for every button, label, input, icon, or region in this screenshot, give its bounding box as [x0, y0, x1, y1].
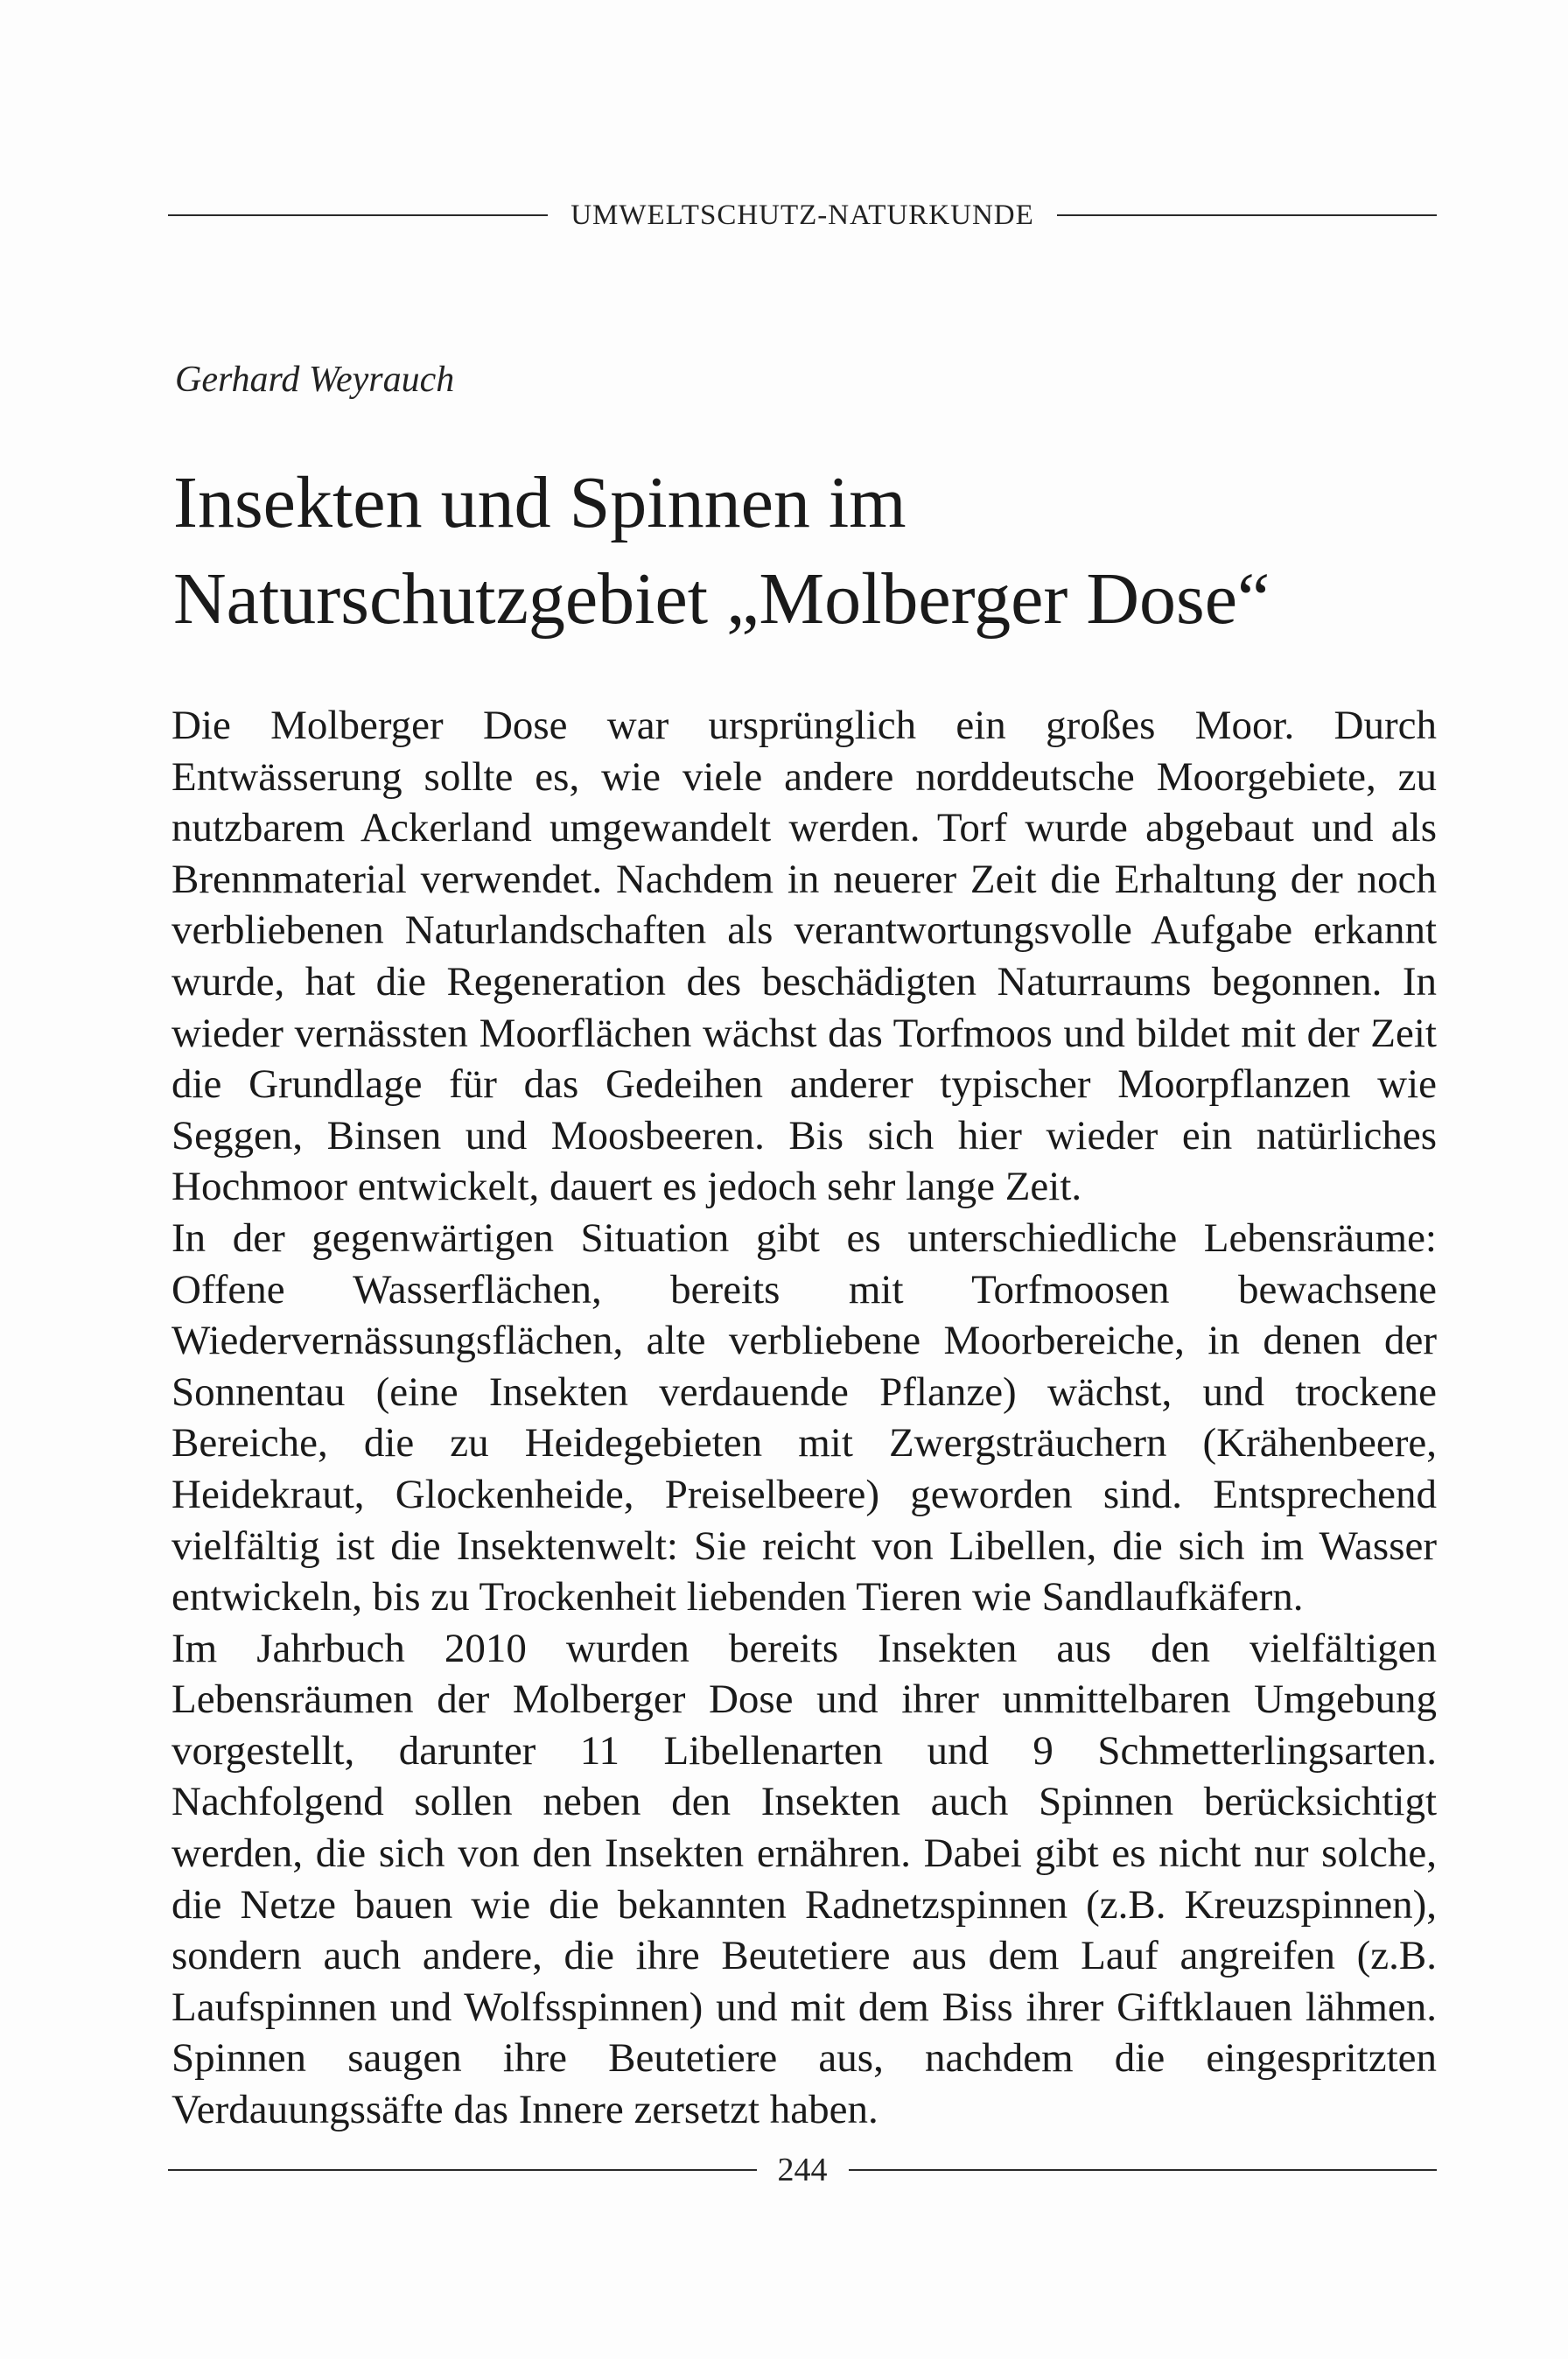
running-head: [168, 194, 1437, 236]
title-line-1: Insekten und Spinnen im: [173, 462, 906, 543]
author-name: Gerhard Weyrauch: [175, 360, 455, 400]
section-label: UMWELTSCHUTZ-NATURKUNDE: [570, 199, 1034, 231]
title-line-2: Naturschutzgebiet „Molberger Dose“: [173, 558, 1270, 640]
article-title: [173, 455, 1442, 648]
running-head-rule-left: [168, 214, 548, 216]
footer-rule-right: [849, 2169, 1438, 2171]
article-body: [172, 700, 1437, 2136]
paragraph-2: In der gegenwärtigen Situation gibt es unterschiedliche Lebensräume: Offene Wasserflächen, bereits mit Torfmoosen bewachsene Wiedervernässungsflächen, alte verbliebene Moorbereiche, in denen der Sonnentau (eine Insekten verdauende Pflanze) wächst, und trockene Bereiche, die zu Heidegebieten mit Zwergsträuchern (Krähenbeere, Heidekraut, Glockenheide, Preiselbeere) geworden sind. Entsprechend vielfältig ist die Insektenwelt: Sie reicht von Libellen, die sich im Wasser entwickeln, bis zu Trockenheit liebenden Tieren wie Sandlaufkäfern.: [172, 1214, 1437, 1620]
running-head-rule-right: [1057, 214, 1437, 216]
page-footer: [168, 2148, 1437, 2192]
footer-rule-left: [168, 2169, 757, 2171]
paragraph-1: Die Molberger Dose war ursprünglich ein großes Moor. Durch Entwässerung sollte es, wie viele andere norddeutsche Moorgebiete, zu nutzbarem Ackerland umgewandelt werden. Torf wurde abgebaut und als Brennmaterial verwendet. Nachdem in neuerer Zeit die Erhaltung der noch verbliebenen Naturlandschaften als verantwortungsvolle Aufgabe erkannt wurde, hat die Regeneration des beschädigten Naturraums begonnen. In wieder vernässten Moorflächen wächst das Torfmoos und bildet mit der Zeit die Grundlage für das Gedeihen anderer typischer Moorpflanzen wie Seggen, Binsen und Moosbeeren. Bis sich hier wieder ein natürliches Hochmoor entwickelt, dauert es jedoch sehr lange Zeit.: [172, 703, 1437, 1210]
paragraph-3: Im Jahrbuch 2010 wurden bereits Insekten aus den vielfältigen Lebensräumen der Molberger Dose und ihrer unmittelbaren Umgebung vorgestellt, darunter 11 Libellenarten und 9 Schmetterlingsarten. Nachfolgend sollen neben den Insekten auch Spinnen berücksichtigt werden, die sich von den Insekten ernähren. Dabei gibt es nicht nur solche, die Netze bauen wie die bekannten Radnetzspinnen (z.B. Kreuzspinnen), sondern auch andere, die ihre Beutetiere aus dem Lauf angreifen (z.B. Laufspinnen und Wolfsspinnen) und mit dem Biss ihrer Giftklauen lähmen. Spinnen saugen ihre Beutetiere aus, nachdem die eingespritzten Verdauungssäfte das Innere zersetzt haben.: [172, 1625, 1437, 2133]
page-number: 244: [777, 2152, 828, 2188]
